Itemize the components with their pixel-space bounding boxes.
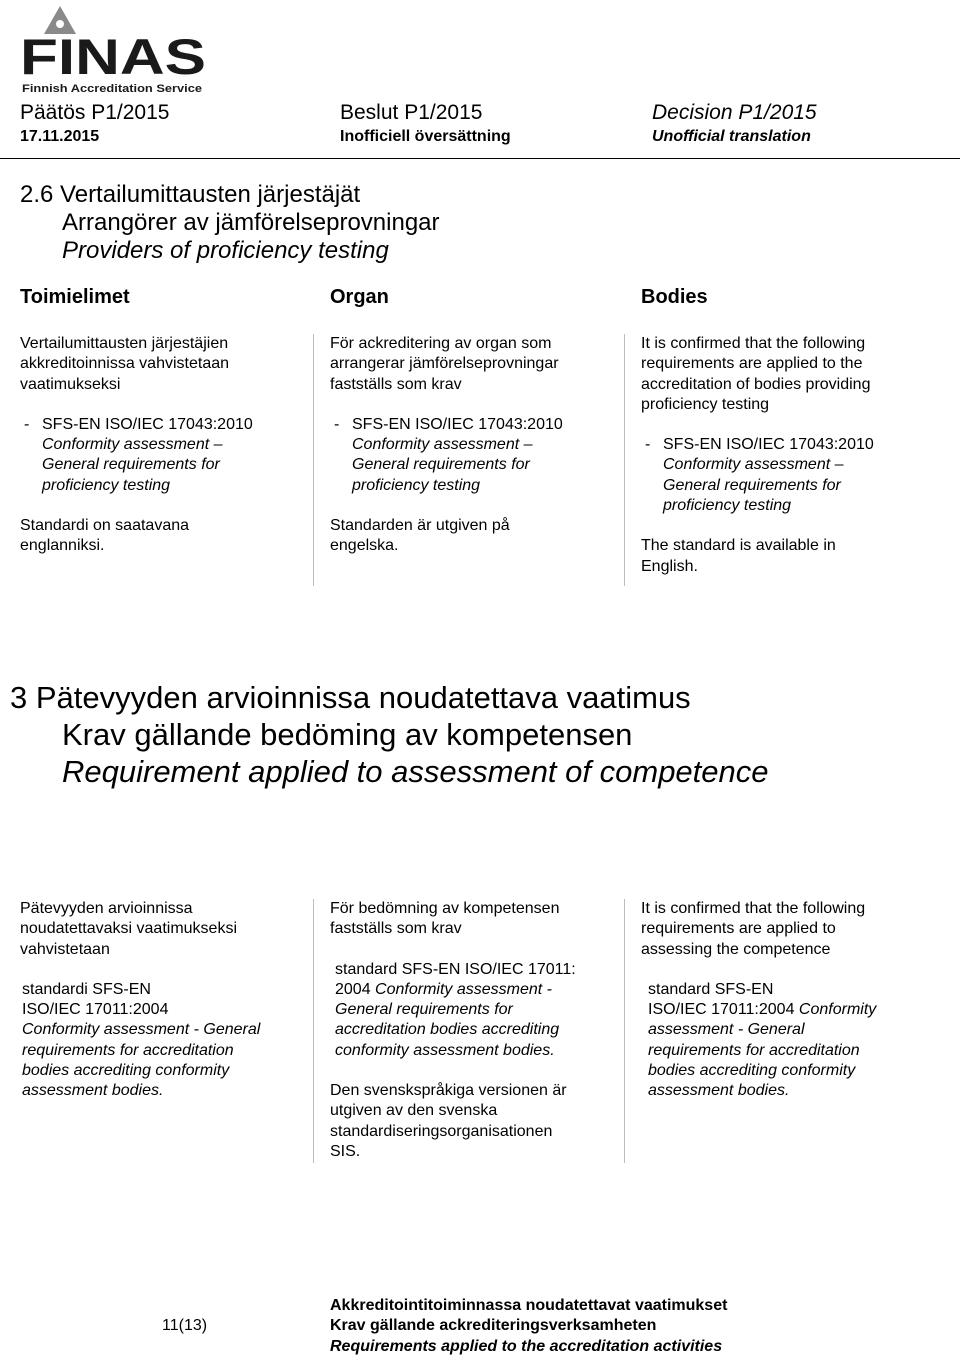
availability-note: engelska.: [330, 537, 399, 555]
standard-code: standard SFS-EN ISO/IEC 17011:: [335, 960, 576, 978]
standard-title-line: proficiency testing: [663, 497, 792, 515]
logo-triangle-dot: [56, 20, 64, 28]
column-heading-sv: Organ: [330, 286, 389, 308]
intro-line: requirements are applied to the: [641, 355, 863, 373]
section-3-heading-en: Requirement applied to assessment of competence: [62, 754, 769, 789]
decision-date: 17.11.2015: [20, 128, 100, 145]
standard-code: SFS-EN ISO/IEC 17043:2010: [42, 415, 253, 433]
standard-code-line: [335, 980, 620, 1000]
intro-line: It is confirmed that the following: [641, 900, 866, 917]
intro-line: proficiency testing: [641, 395, 770, 413]
standard-title-line: Conformity assessment -: [375, 980, 552, 998]
intro-line: akkreditoinnissa vahvistetaan: [20, 355, 230, 373]
subtitle-sv: Inofficiell översättning: [340, 128, 511, 145]
standard-title-line: proficiency testing: [42, 476, 171, 494]
finas-logo: [20, 4, 210, 96]
intro-line: vaatimukseksi: [20, 375, 121, 393]
intro-line: För ackreditering av organ som: [330, 335, 552, 352]
intro-line: För bedömning av kompetensen: [330, 900, 560, 917]
intro-line: accreditation of bodies providing: [641, 375, 871, 393]
standard-title-line: proficiency testing: [352, 476, 481, 494]
column-heading-en: Bodies: [641, 286, 708, 308]
standard-title-line: bodies accrediting conformity: [648, 1062, 856, 1080]
intro-line: vahvistetaan: [20, 940, 110, 958]
availability-note: englanniksi.: [20, 537, 105, 555]
availability-note: Standarden är utgiven på: [330, 517, 510, 535]
intro-line: fastställs som krav: [330, 920, 462, 938]
section-3-heading-fi: 3 Pätevyyden arvioinnissa noudatettava vaatimus: [10, 680, 691, 715]
decision-title-sv: Beslut P1/2015: [340, 101, 483, 124]
standard-title-line: Conformity assessment –: [352, 436, 533, 454]
column-divider: [313, 334, 314, 586]
footer-title-en: Requirements applied to the accreditation activities: [330, 1337, 723, 1355]
standard-title-line: conformity assessment bodies.: [335, 1041, 555, 1059]
decision-title-fi: Päätös P1/2015: [20, 101, 170, 124]
section-3-heading-sv: Krav gällande bedöming av kompetensen: [62, 717, 633, 752]
availability-note: SIS.: [330, 1142, 361, 1160]
standard-title-line: Conformity: [798, 1001, 877, 1019]
list-dash: -: [334, 415, 340, 433]
standard-item: [330, 415, 620, 435]
intro-line: It is confirmed that the following: [641, 335, 866, 352]
standard-code: standardi SFS-EN: [22, 980, 151, 998]
standard-item: [20, 415, 310, 435]
column-divider: [313, 899, 314, 1163]
standard-title-line: Conformity assessment - General: [22, 1021, 261, 1039]
decision-title-en: Decision P1/2015: [652, 101, 817, 124]
standard-code: SFS-EN ISO/IEC 17043:2010: [663, 436, 874, 454]
section-2-6-heading-fi: 2.6 Vertailumittausten järjestäjät: [20, 181, 361, 208]
standard-code: SFS-EN ISO/IEC 17043:2010: [352, 415, 563, 433]
column-heading-fi: Toimielimet: [20, 286, 130, 308]
availability-note: Standardi on saatavana: [20, 517, 190, 535]
column-sv: [330, 334, 620, 557]
column-divider: [624, 899, 625, 1163]
logo-wordmark: FINAS: [20, 29, 206, 85]
standard-code: ISO/IEC 17011:2004: [22, 1001, 169, 1019]
section-2-6-heading-en: Providers of proficiency testing: [62, 237, 389, 264]
footer-titles: [330, 1296, 950, 1357]
standard-title-line: requirements for accreditation: [648, 1041, 860, 1059]
availability-note: standardiseringsorganisationen: [330, 1122, 553, 1140]
footer-title-fi: Akkreditointitoiminnassa noudatettavat vaatimukset: [330, 1297, 728, 1314]
standard-title-line: Conformity assessment –: [42, 436, 223, 454]
column-divider: [624, 334, 625, 586]
intro-line: noudatettavaksi vaatimukseksi: [20, 920, 237, 938]
standard-title-line: assessment bodies.: [648, 1082, 790, 1100]
standard-title-line: assessment bodies.: [22, 1082, 164, 1100]
standard-code: ISO/IEC 17011:2004: [648, 1001, 799, 1019]
column-en: [641, 334, 941, 577]
intro-line: Vertailumittausten järjestäjien: [20, 335, 229, 352]
availability-note: The standard is available in: [641, 537, 836, 555]
standard-title-line: bodies accrediting conformity: [22, 1062, 230, 1080]
standard-title-line: General requirements for: [352, 456, 530, 474]
standard-title-line: assessment - General: [648, 1021, 805, 1039]
availability-note: utgiven av den svenska: [330, 1102, 498, 1120]
footer-title-sv: Krav gällande ackrediteringsverksamheten: [330, 1317, 657, 1335]
logo-tagline: Finnish Accreditation Service: [22, 83, 202, 95]
standard-title-line: requirements for accreditation: [22, 1041, 234, 1059]
standard-title-line: General requirements for: [335, 1001, 513, 1019]
intro-line: fastställs som krav: [330, 375, 462, 393]
intro-line: Pätevyyden arvioinnissa: [20, 900, 193, 917]
list-dash: -: [645, 436, 651, 454]
column-fi: [20, 334, 310, 557]
standard-code: 2004: [335, 980, 376, 998]
intro-line: arrangerar jämförelseprovningar: [330, 355, 559, 373]
subtitle-en: Unofficial translation: [652, 128, 811, 145]
availability-note: English.: [641, 557, 698, 575]
section-3-column-fi: [20, 899, 310, 1102]
standard-item: [641, 435, 941, 455]
standard-title-line: Conformity assessment –: [663, 456, 844, 474]
section-3-column-sv: [330, 899, 620, 1162]
header-divider: [0, 158, 960, 159]
standard-code: standard SFS-EN: [648, 980, 774, 998]
list-dash: -: [24, 415, 30, 433]
section-3-column-en: [641, 899, 941, 1102]
standard-title-line: accreditation bodies accrediting: [335, 1021, 560, 1039]
availability-note: Den svenskspråkiga versionen är: [330, 1082, 567, 1100]
standard-code-line: [648, 1000, 941, 1020]
section-2-6-heading-sv: Arrangörer av jämförelseprovningar: [62, 209, 440, 236]
intro-line: requirements are applied to: [641, 920, 836, 938]
intro-line: assessing the competence: [641, 940, 831, 958]
standard-title-line: General requirements for: [42, 456, 220, 474]
standard-title-line: General requirements for: [663, 476, 841, 494]
page-number: 11(13): [162, 1317, 208, 1334]
